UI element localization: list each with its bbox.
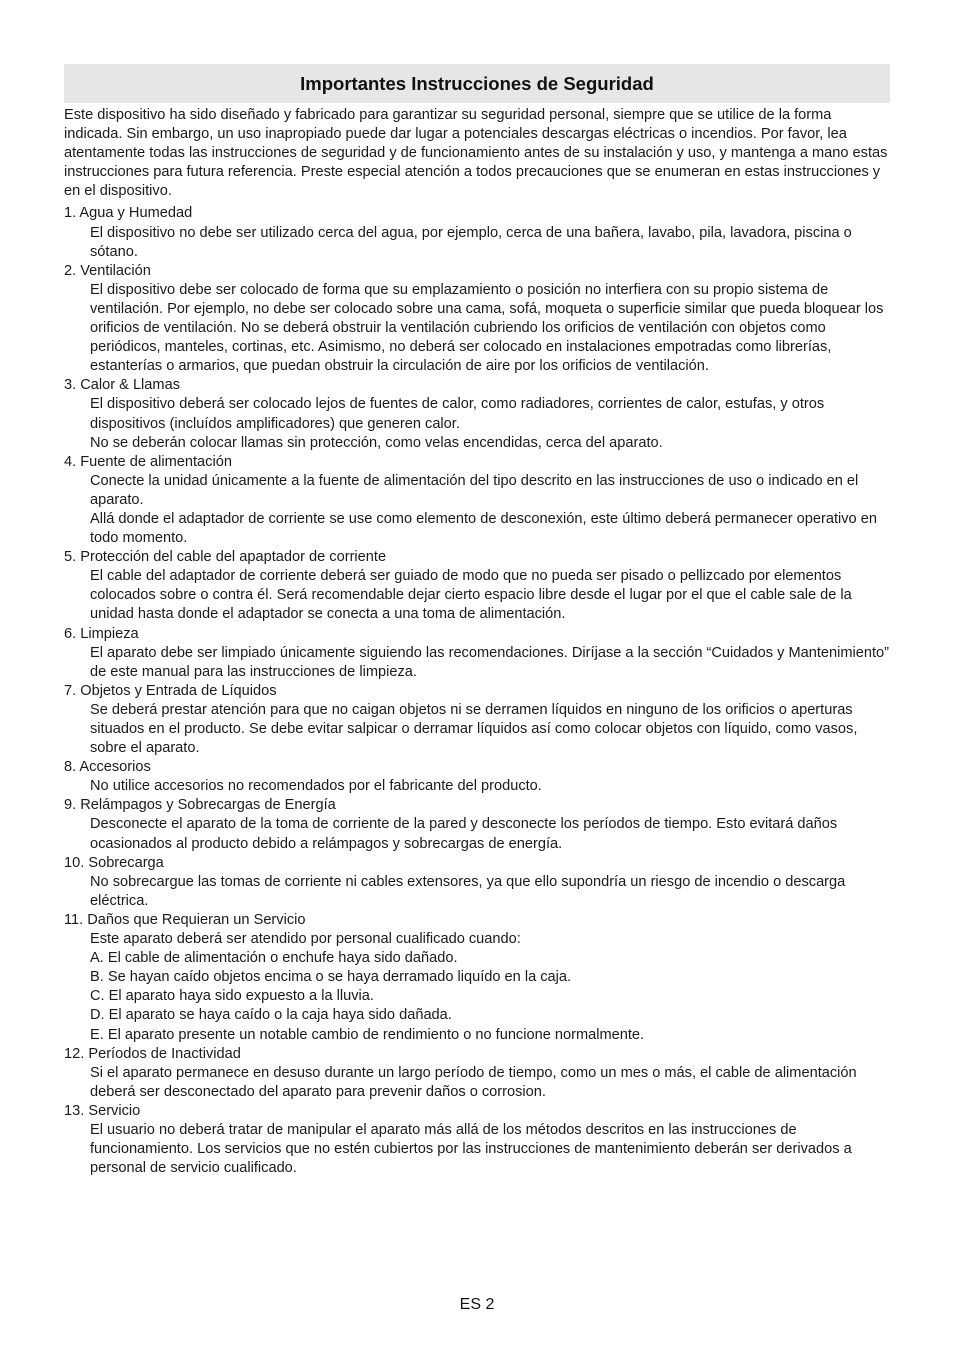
instruction-item	[64, 1102, 890, 1178]
instruction-item-title: 9. Relámpagos y Sobrecargas de Energía	[64, 797, 336, 814]
instruction-item-title: 1. Agua y Humedad	[64, 205, 193, 222]
instruction-item-text: Si el aparato permanece en desuso durante un largo período de tiempo, como un mes o más, el cable de alimentación deberá ser desconectado del aparato para prevenir daños o corrosion.	[90, 1064, 857, 1100]
instruction-item-body	[90, 1064, 890, 1102]
instruction-item-text: B. Se hayan caído objetos encima o se haya derramado liquído en la caja.	[90, 969, 572, 986]
instruction-item-text: Desconecte el aparato de la toma de corriente de la pared y desconecte los períodos de tiempo. Esto evitará daños ocasionados al producto debido a relámpagos y sobrecargas de energía.	[90, 816, 838, 852]
instruction-item-body	[90, 567, 890, 624]
instruction-item-title: 5. Protección del cable del apaptador de corriente	[64, 549, 387, 566]
instruction-item-text: Se deberá prestar atención para que no caigan objetos ni se derramen líquidos en ninguno de los orificios o aperturas situados en el producto. Se debe evitar salpicar o derramar líquidos así como colocar objetos con líquido, como vasos, sobre el aparato.	[90, 701, 858, 757]
instruction-item	[64, 911, 890, 1045]
instruction-item-text: El dispositivo no debe ser utilizado cerca del agua, por ejemplo, cerca de una bañera, lavabo, pila, lavadora, piscina o sótano.	[90, 224, 852, 260]
instruction-item-body	[90, 281, 890, 376]
instruction-item-text: No sobrecargue las tomas de corriente ni cables extensores, ya que ello supondría un riesgo de incendio o descarga eléctrica.	[90, 873, 846, 909]
instruction-item-title: 11. Daños que Requieran un Servicio	[64, 911, 306, 928]
instruction-item-title: 7. Objetos y Entrada de Líquidos	[64, 682, 277, 699]
instruction-item-title: 3. Calor & Llamas	[64, 377, 180, 394]
instruction-item-text: El aparato debe ser limpiado únicamente siguiendo las recomendaciones. Diríjase a la sección “Cuidados y Mantenimiento” de este manual para las instrucciones de limpieza.	[90, 644, 890, 680]
instruction-item-title: 10. Sobrecarga	[64, 854, 164, 871]
instruction-item-title: 8. Accesorios	[64, 759, 151, 776]
instruction-item-text: Conecte la unidad únicamente a la fuente de alimentación del tipo descrito en las instrucciones de uso o indicado en el aparato.	[90, 472, 859, 508]
page-title: Importantes Instrucciones de Seguridad	[300, 72, 654, 94]
instruction-list	[64, 204, 890, 1178]
instruction-item-text: D. El aparato se haya caído o la caja haya sido dañada.	[90, 1007, 452, 1024]
instruction-item	[64, 796, 890, 853]
instruction-item	[64, 453, 890, 548]
instruction-item-body	[90, 472, 890, 548]
instruction-item	[64, 1045, 890, 1102]
instruction-item-text: No se deberán colocar llamas sin protección, como velas encendidas, cerca del aparato.	[90, 434, 663, 451]
instruction-item-title: 12. Períodos de Inactividad	[64, 1045, 241, 1062]
instruction-item	[64, 625, 890, 682]
instruction-item-text: A. El cable de alimentación o enchufe haya sido dañado.	[90, 950, 458, 967]
instruction-item	[64, 682, 890, 758]
instruction-item-body	[90, 930, 890, 1045]
instruction-item	[64, 854, 890, 911]
intro-paragraph: Este dispositivo ha sido diseñado y fabricado para garantizar su seguridad personal, siempre que se utilice de la forma indicada. Sin embargo, un uso inapropiado puede dar lugar a potenciales descargas eléctricas o incendios. Por favor, lea atentamente todas las instrucciones de seguridad y de funcionamiento antes de su instalación y uso, y mantenga a mano estas instrucciones para futura referencia. Preste especial atención a todos precauciones que se enumeran en estas instrucciones y en el dispositivo.	[64, 107, 888, 200]
instruction-item-title: 13. Servicio	[64, 1102, 141, 1119]
instruction-item-body	[90, 644, 890, 682]
instruction-item-title: 6. Limpieza	[64, 625, 139, 642]
document-body	[64, 106, 890, 1178]
instruction-item	[64, 758, 890, 796]
instruction-item-text: C. El aparato haya sido expuesto a la lluvia.	[90, 988, 374, 1005]
instruction-item-title: 4. Fuente de alimentación	[64, 453, 232, 470]
instruction-item-body	[90, 224, 890, 262]
instruction-item	[64, 204, 890, 261]
instruction-item-text: Este aparato deberá ser atendido por personal cualificado cuando:	[90, 931, 521, 948]
instruction-item-body	[90, 395, 890, 452]
page-number: ES 2	[459, 1296, 495, 1313]
instruction-item	[64, 376, 890, 452]
instruction-item	[64, 262, 890, 377]
instruction-item-text: El cable del adaptador de corriente deberá ser guiado de modo que no pueda ser pisado o pellizcado por elementos colocados sobre o contra él. Será recomendable dejar cierto espacio libre desde el lugar por el que el cable sale de la unidad hasta donde el adaptador se conecta a una toma de alimentación.	[90, 568, 852, 623]
instruction-item-body	[90, 701, 890, 758]
instruction-item-text: El usuario no deberá tratar de manipular el aparato más allá de los métodos descritos en las instrucciones de funcionamiento. Los servicios que no estén cubiertos por las instrucciones de mantenimiento deberán ser derivados a personal de servicio cualificado.	[90, 1121, 852, 1177]
instruction-item-body	[90, 1121, 890, 1178]
instruction-item	[64, 548, 890, 624]
instruction-item-text: Allá donde el adaptador de corriente se use como elemento de desconexión, este último deberá permanecer operativo en todo momento.	[90, 510, 877, 547]
instruction-item-text: El dispositivo deberá ser colocado lejos de fuentes de calor, como radiadores, corrientes de calor, estufas, y otros dispositivos (incluídos amplificadores) que generen calor.	[90, 396, 825, 432]
instruction-item-body	[90, 777, 890, 796]
instruction-item-text: E. El aparato presente un notable cambio de rendimiento o no funcione normalmente.	[90, 1026, 645, 1043]
instruction-item-body	[90, 815, 890, 853]
instruction-item-text: El dispositivo debe ser colocado de forma que su emplazamiento o posición no interfiera con su propio sistema de ventilación. Por ejemplo, no debe ser colocado sobre una cama, sofá, moqueta o superficie similar que pueda bloquear los orificios de ventilación. No se deberá obstruir la ventilación cubriendo los orificios de ventilación con objetos como periódicos, manteles, cortinas, etc. Asimismo, no deberá ser colocado en instalaciones empotradas como librerías, estanterías o armarios, que puedan obstruir la circulación de aire por los orificios de ventilación.	[90, 281, 884, 375]
instruction-item-title: 2. Ventilación	[64, 262, 151, 279]
section-header	[64, 64, 890, 103]
instruction-item-text: No utilice accesorios no recomendados por el fabricante del producto.	[90, 778, 542, 795]
instruction-item-body	[90, 873, 890, 911]
